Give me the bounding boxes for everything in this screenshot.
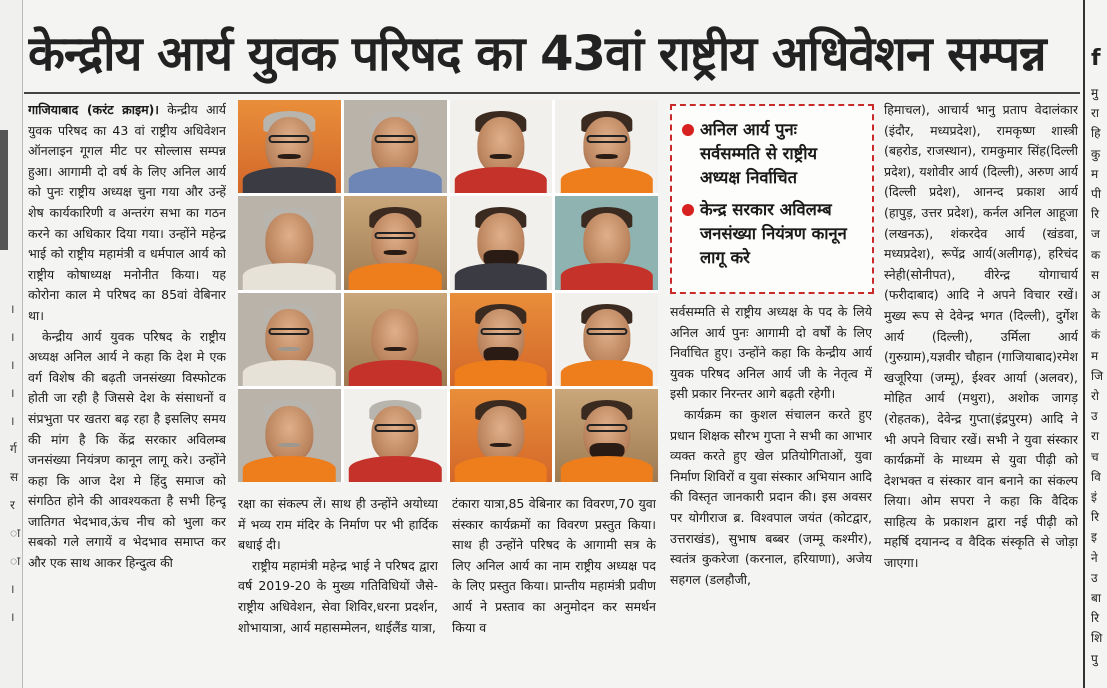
- highlight-item: [682, 118, 862, 190]
- adjacent-text-fragment: ा: [10, 554, 21, 568]
- adjacent-photo-strip: [0, 130, 8, 250]
- participant-photo: [344, 100, 447, 193]
- adjacent-text-fragment: र: [10, 498, 15, 512]
- adjacent-text-fragment: अ: [1091, 288, 1101, 302]
- adjacent-text-fragment: रो: [1091, 389, 1100, 403]
- headline: केन्द्रीय आर्य युवक परिषद का 43वां राष्ट्रीय अधिवेशन सम्पन्न: [28, 26, 1046, 82]
- participant-photo: [450, 196, 553, 289]
- paragraph-text: केन्द्रीय आर्य युवक परिषद का 43 वां राष्ट्रीय अधिवेशन ऑनलाइन गूगल मीट पर सोल्लास सम्पन्न हुआ। आगामी दो वर्ष के लिए अनिल आर्य को पुनः राष्ट्रीय अध्यक्ष चुना गया और उन्हें शेष कार्यकारिणी व अन्तरंग सभा का गठन करने का अधिकार दिया गया। उन्होंने महेन्द्र भाई को राष्ट्रीय महामंत्री व धर्मपाल आर्य को राष्ट्रीय कोषाध्यक्ष मनोनीत किया। यह कोरोना काल मे परिषद का 85वां वेबिनार था।: [28, 102, 226, 323]
- adjacent-text-fragment: ।: [10, 358, 15, 372]
- highlight-item: [682, 198, 862, 270]
- highlight-box: [670, 104, 874, 294]
- paragraph: टंकारा यात्रा,85 वेबिनार का विवरण,70 युवा संस्कार कार्यक्रमों का विवरण प्रस्तुत किया। साथ ही उन्होंने परिषद के आगामी सत्र के लिए अनिल आर्य का नाम राष्ट्रीय अध्यक्ष पद के लिए प्रस्तुत किया। प्रान्तीय महामंत्री प्रवीण आर्य ने प्रस्ताव का अनुमोदन कर समर्थन किया व: [452, 496, 656, 635]
- adjacent-text-fragment: ।: [10, 330, 15, 344]
- participant-photo: [555, 389, 658, 482]
- participant-photo: [344, 293, 447, 386]
- adjacent-text-fragment: ।: [10, 414, 15, 428]
- highlight-text: केन्द्र सरकार अविलम्ब जनसंख्या नियंत्रण कानून लागू करे: [700, 200, 847, 267]
- article-column-2: [238, 494, 438, 670]
- adjacent-text-fragment: ने: [1091, 550, 1098, 565]
- participant-photo: [450, 293, 553, 386]
- participant-photo: [344, 389, 447, 482]
- adjacent-text-fragment: f: [1091, 46, 1101, 71]
- adjacent-article-right-edge: [1083, 0, 1107, 688]
- paragraph: राष्ट्रीय महामंत्री महेन्द्र भाई ने परिषद द्वारा वर्ष 2019-20 के मुख्य गतिविधियों जैसे- राष्ट्रीय अधिवेशन, सेवा शिविर,धरना प्रदर्शन, शोभायात्रा, आर्य महासम्मेलन, थाईलैंड यात्रा,: [238, 557, 438, 635]
- adjacent-text-fragment: ।: [10, 302, 15, 316]
- adjacent-text-fragment: कु: [1091, 146, 1101, 161]
- adjacent-article-left-edge: [0, 0, 23, 688]
- article-column-4: [670, 302, 872, 670]
- adjacent-text-fragment: कं: [1091, 328, 1101, 343]
- adjacent-text-fragment: उ: [1091, 570, 1098, 585]
- adjacent-text-fragment: स: [1091, 267, 1100, 282]
- highlight-text: अनिल आर्य पुनः सर्वसम्मति से राष्ट्रीय अध्यक्ष निर्वाचित: [700, 120, 818, 187]
- participant-photo: [555, 293, 658, 386]
- adjacent-text-fragment: ।: [10, 386, 15, 400]
- adjacent-text-fragment: म: [1091, 166, 1099, 181]
- participant-photo: [238, 389, 341, 482]
- article-column-5: [884, 100, 1078, 670]
- participant-photo: [238, 293, 341, 386]
- adjacent-text-fragment: हि: [1091, 126, 1101, 141]
- article-column-1: [28, 100, 226, 668]
- participant-photo: [450, 100, 553, 193]
- paragraph: सर्वसम्मति से राष्ट्रीय अध्यक्ष के पद के लिये अनिल आर्य पुनः आगामी दो वर्षों के लिए निर्वाचित हुए। उन्होंने कहा कि केन्द्रीय आर्य युवक परिषद अनिल आर्य जी के नेतृत्व में इसी प्रकार निरन्तर आगे बढ़ती रहेगी।: [670, 304, 872, 402]
- paragraph: [28, 100, 226, 327]
- adjacent-text-fragment: इ: [1091, 530, 1097, 545]
- headline-rule: [24, 92, 1080, 94]
- adjacent-text-fragment: रा: [1091, 106, 1100, 121]
- adjacent-text-fragment: ज: [1091, 227, 1100, 242]
- paragraph: रक्षा का संकल्प लें। साथ ही उन्होंने अयोध्या में भव्य राम मंदिर के निर्माण पर भी हार्दिक बधाई दी।: [238, 496, 438, 553]
- adjacent-text-fragment: रा: [1091, 429, 1100, 444]
- adjacent-text-fragment: बा: [1091, 591, 1101, 605]
- adjacent-text-fragment: क: [1091, 247, 1101, 262]
- participant-photo: [238, 196, 341, 289]
- adjacent-text-fragment: म: [1091, 348, 1099, 363]
- adjacent-text-fragment: स: [10, 470, 19, 484]
- paragraph: हिमाचल), आचार्य भानु प्रताप वेदालंकार (इंदौर, मध्यप्रदेश), रामकृष्ण शास्त्री (बहरोड, राजस्थान), रामकुमार सिंह(दिल्ली प्रदेश), यशोवीर आर्य (दिल्ली), अरुण आर्य (दिल्ली प्रदेश), आनन्द प्रकाश आर्य (हापुड़, उत्तर प्रदेश), कर्नल अनिल आहूजा (लखनऊ), शंकरदेव आर्य (खंडवा, मध्यप्रदेश), रूपेंद्र आर्य(अलीगढ़), हरिचंद स्नेही(सोनीपत), वीरेन्द्र योगाचार्य (फरीदाबाद) आदि ने अपने विचार रखें। मुख्य रूप से देवेन्द्र भगत (दिल्ली), दुर्गेश आर्य (दिल्ली), उर्मिला आर्य (गुरुग्राम),यज्ञवीर चौहान (गाजियाबाद)रमेश खजूरिया (जम्मू), ईश्वर आर्या (अलवर), मोहित आर्य (मथुरा), अशोक जागड़ (रोहतक), देवेन्द्र गुप्ता(इंद्रपुरम) आदि ने भी अपने विचार रखें। सभी ने युवा संस्कार कार्यक्रमों के माध्यम से युवा पीढ़ी को देशभक्त व संस्कार वान बनाने का संकल्प लिया। ओम सपरा ने कहा कि वैदिक साहित्य के प्रकाशन द्वारा नई पीढ़ी को महर्षि दयानन्द व वैदिक संस्कृति से जोड़ा जाएगा।: [884, 102, 1078, 571]
- dateline: गाजियाबाद (करंट क्राइम)।: [28, 102, 160, 117]
- article-column-3: [452, 494, 656, 670]
- adjacent-text-fragment: र्ग: [10, 442, 17, 456]
- adjacent-text-fragment: रि: [1091, 611, 1100, 626]
- paragraph: केन्द्रीय आर्य युवक परिषद के राष्ट्रीय अध्यक्ष अनिल आर्य ने कहा कि देश मे एक वर्ग विशेष की बढ़ती जनसंख्या विस्फोटक होती जा रही है जिससे देश के संसाधनों व संप्रभुता पर खतरा बढ़ रहा है इसलिए समय की मांग है कि केंद्र सरकार अविलम्ब जनसंख्या नियंत्रण कानून लागू करे। उन्होंने कहा कि आज देश मे हिंदु समाज को संगठित होने की आवश्यकता है सभी हिन्दू जातिगत भेदभाव,ऊंच नीच को भुला कर सबको गले लगायें व भेदभाव समाप्त कर और एक साथ आकर हिन्दुत्व की: [28, 328, 226, 571]
- adjacent-text-fragment: शि: [1091, 631, 1103, 646]
- adjacent-text-fragment: ।: [10, 610, 15, 624]
- adjacent-text-fragment: च: [1091, 449, 1099, 464]
- adjacent-text-fragment: पी: [1091, 187, 1101, 201]
- participants-photo-grid: [238, 100, 658, 482]
- participant-photo: [238, 100, 341, 193]
- bullet-dot-icon: [682, 124, 694, 136]
- adjacent-text-fragment: उ: [1091, 409, 1098, 424]
- adjacent-text-fragment: वि: [1091, 469, 1101, 484]
- adjacent-text-fragment: मु: [1091, 86, 1099, 100]
- participant-photo: [450, 389, 553, 482]
- participant-photo: [555, 100, 658, 193]
- adjacent-text-fragment: जि: [1091, 368, 1104, 383]
- adjacent-text-fragment: इं: [1091, 490, 1097, 504]
- adjacent-text-fragment: ।: [10, 582, 15, 596]
- bullet-dot-icon: [682, 204, 694, 216]
- adjacent-text-fragment: के: [1091, 308, 1101, 323]
- paragraph: कार्यक्रम का कुशल संचालन करते हुए प्रधान शिक्षक सौरभ गुप्ता ने सभी का आभार व्यक्त करते हुए खेल प्रतियोगिताओं, युवा निर्माण शिविरों व युवा संस्कार अभियान आदि की विस्तृत जानकारी प्रदान की। इस अवसर पर योगीराज ब्र. विश्वपाल जयंत (कोटद्वार, उत्तराखंड), सुभाष बब्बर (जम्मू कश्मीर), स्वतंत्र कुकरेजा (करनाल, हरियाणा), अजेय सहगल (डलहौजी,: [670, 406, 872, 587]
- participant-photo: [344, 196, 447, 289]
- adjacent-text-fragment: रि: [1091, 207, 1100, 222]
- adjacent-text-fragment: पु: [1091, 651, 1098, 666]
- participant-photo: [555, 196, 658, 289]
- adjacent-text-fragment: ा: [10, 526, 21, 540]
- adjacent-text-fragment: रि: [1091, 510, 1100, 525]
